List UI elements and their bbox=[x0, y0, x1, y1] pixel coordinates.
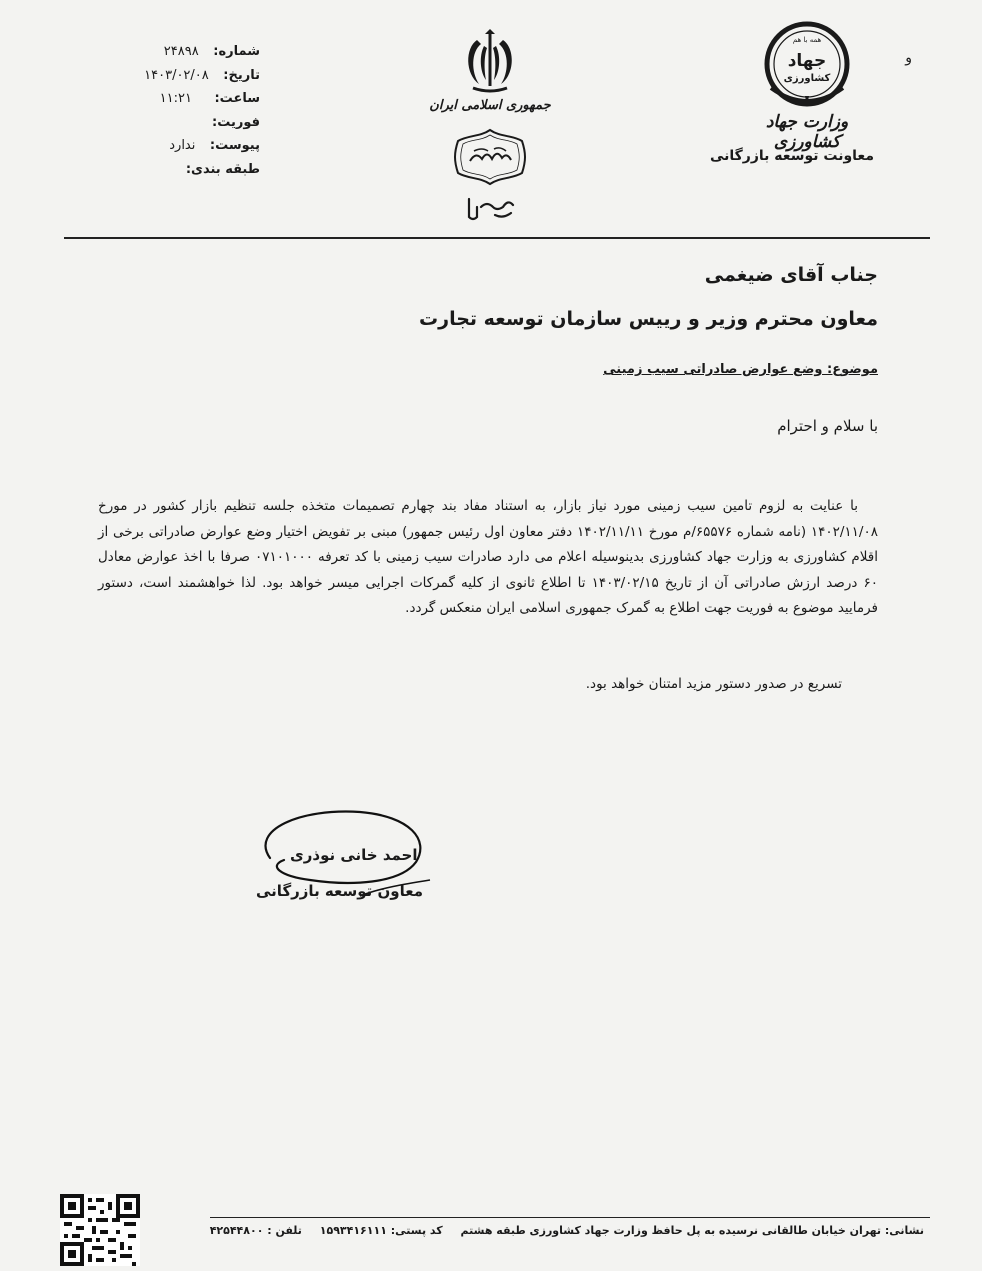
meta-date-row bbox=[100, 64, 260, 88]
footer-postal-code: کد پستی: ۱۵۹۳۴۱۶۱۱۱ bbox=[319, 1224, 443, 1237]
letter-body bbox=[98, 494, 878, 622]
emblem-block bbox=[420, 26, 560, 223]
ministry-logo bbox=[761, 18, 853, 110]
meta-urgency-label: فوریت: bbox=[212, 114, 260, 130]
meta-classification-row bbox=[100, 158, 260, 182]
bismillah-icon bbox=[455, 193, 525, 223]
subject-line: موضوع: وضع عوارض صادراتی سیب زمینی bbox=[603, 362, 878, 377]
iran-emblem-icon bbox=[455, 26, 525, 96]
greeting: با سلام و احترام bbox=[777, 417, 878, 435]
signer-name: احمد خانی نوذری bbox=[290, 846, 418, 864]
meta-urgency-row bbox=[100, 111, 260, 135]
meta-date-value: ۱۴۰۳/۰۲/۰۸ bbox=[144, 67, 209, 83]
meta-number-value: ۲۴۸۹۸ bbox=[163, 44, 199, 59]
footer-divider bbox=[210, 1217, 930, 1218]
signer-title: معاون توسعه بازرگانی bbox=[256, 882, 424, 900]
meta-time-label: ساعت: bbox=[214, 91, 260, 106]
logo-top-text: همه با هم bbox=[792, 36, 822, 44]
deputy-office-name: معاونت توسعه بازرگانی bbox=[709, 148, 874, 164]
ministry-logo-block bbox=[732, 18, 882, 152]
corner-mark: و bbox=[905, 50, 912, 66]
logo-sub-text: کشاورزی bbox=[783, 73, 831, 84]
logo-main-text: جهاد bbox=[787, 51, 827, 71]
meta-classification-label: طبقه بندی: bbox=[185, 161, 260, 177]
meta-date-label: تاریخ: bbox=[223, 67, 260, 83]
meta-number-label: شماره: bbox=[213, 44, 260, 59]
meta-attachment-value: ندارد bbox=[169, 138, 196, 153]
header-divider bbox=[64, 237, 930, 239]
body-paragraph: با عنایت به لزوم تامین سیب زمینی مورد نیاز بازار، به استناد مفاد بند چهارم تصمیمات متخذه جلسه تنظیم بازار کشور در مورخ ۱۴۰۲/۱۱/۰۸ (نامه شماره ۶۵۵۷۶/م مورخ ۱۴۰۲/۱۱/۱۱ دفتر معاون اول رئیس جمهور) مبنی بر تفویض اختیار وضع عوارض صادراتی برخی از اقلام کشاورزی به وزارت جهاد کشاورزی بدینوسیله اعلام می دارد صادرات سیب زمینی با کد تعرفه ۰۷۱۰۱۰۰۰ صرفا با اخذ عوارض معادل ۶۰ درصد ارزش صادراتی آن از تاریخ ۱۴۰۳/۰۲/۱۵ تا اطلاع ثانوی از کلیه گمرکات اجرایی میسر خواهد بود. لذا خواهشمند است، دستور فرمایید موضوع به فوریت جهت اطلاع به گمرک جمهوری اسلامی ایران منعکس گردد. bbox=[98, 498, 878, 616]
meta-attachment-row bbox=[100, 134, 260, 158]
addressee: جناب آقای ضیغمی bbox=[704, 264, 878, 286]
ministry-name: وزارت جهاد کشاورزی bbox=[765, 112, 849, 152]
footer-address: نشانی: تهران خیابان طالقانی نرسیده به پل حافظ وزارت جهاد کشاورزی طبقه هشتم bbox=[460, 1224, 924, 1237]
letter-meta bbox=[100, 40, 260, 181]
meta-time-row bbox=[100, 87, 260, 111]
qr-code bbox=[60, 1194, 140, 1266]
closing-line: تسریع در صدور دستور مزید امتنان خواهد بود. bbox=[585, 676, 842, 692]
footer-contact bbox=[196, 1224, 924, 1237]
addressee-title: معاون محترم وزیر و رییس سازمان توسعه تجارت bbox=[419, 308, 878, 330]
meta-attachment-label: پیوست: bbox=[209, 138, 260, 153]
meta-time-value: ۱۱:۲۱ bbox=[159, 91, 192, 106]
footer-phone: تلفن : ۴۲۵۴۴۸۰۰ bbox=[209, 1224, 302, 1237]
meta-number-row bbox=[100, 40, 260, 64]
year-slogan-seal bbox=[450, 127, 530, 187]
republic-name: جمهوری اسلامی ایران bbox=[429, 98, 551, 113]
